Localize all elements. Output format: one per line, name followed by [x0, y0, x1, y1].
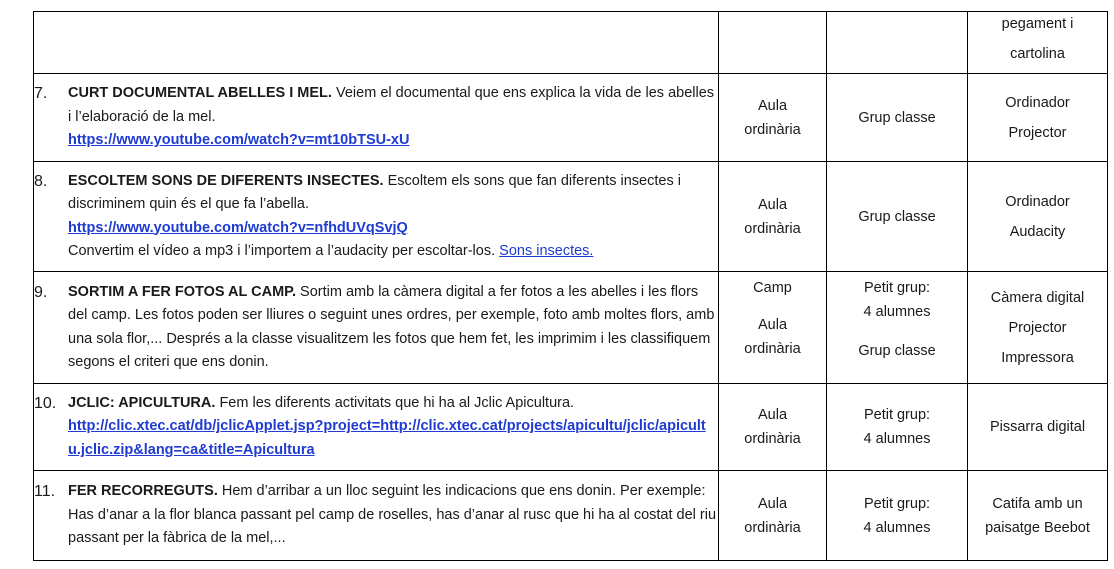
table-row	[34, 471, 1108, 561]
activity-title: CURT DOCUMENTAL ABELLES I MEL.	[68, 85, 332, 102]
materials-line: Catifa amb un	[992, 495, 1083, 512]
materials-cell	[968, 74, 1108, 162]
video-link[interactable]: https://www.youtube.com/watch?v=nfhdUVqSvjQ	[68, 219, 408, 236]
activities-table	[33, 11, 1108, 561]
table-row	[34, 384, 1108, 471]
grouping-cell	[827, 384, 968, 471]
grouping-line: Petit grup:	[863, 495, 931, 512]
activity-description	[34, 471, 719, 561]
activity-title: FER RECORREGUTS.	[68, 483, 218, 500]
activity-text: Veiem el documental que ens explica la vida de les abelles i l’elaboració de la mel.	[68, 85, 715, 125]
grouping-cell	[827, 272, 968, 384]
activity-title: SORTIM A FER FOTOS AL CAMP.	[68, 283, 296, 300]
materials-cell	[968, 12, 1108, 74]
space-cell	[719, 272, 827, 384]
space-cell	[719, 162, 827, 272]
activity-number: 7.	[34, 85, 48, 103]
materials-line: Impressora	[1001, 349, 1074, 366]
space-line: ordinària	[744, 220, 801, 237]
table-row	[34, 74, 1108, 162]
grouping-line: Petit grup:	[863, 407, 931, 423]
materials-line: paisatge Beebot	[985, 519, 1090, 536]
materials-cell	[968, 384, 1108, 471]
grouping-cell	[827, 74, 968, 162]
activity-text: Hem d’arribar a un lloc seguint les indicacions que ens donin. Per exemple: Has d’anar a la flor blanca passant pel camp de roselles, has d’anar al rusc que hi ha al costat del riu passant per la fàbrica de la mel,...	[68, 483, 717, 547]
materials-line: Pissarra digital	[989, 419, 1086, 435]
empty-cell	[827, 12, 968, 74]
table-row	[34, 272, 1108, 384]
grouping-line: 4 alumnes	[863, 304, 931, 320]
grouping-line: Petit grup:	[863, 280, 931, 296]
empty-cell	[34, 12, 719, 74]
materials-line: Ordinador	[1005, 94, 1070, 111]
video-link[interactable]: https://www.youtube.com/watch?v=mt10bTSU-xU	[68, 132, 410, 149]
grouping-line: Grup classe	[858, 208, 936, 225]
grouping-line: 4 alumnes	[863, 519, 931, 536]
space-cell	[719, 384, 827, 471]
activity-description	[34, 384, 719, 471]
space-line: ordinària	[744, 341, 801, 357]
materials-line: Audacity	[1009, 223, 1066, 240]
sounds-link[interactable]: Sons insectes.	[499, 243, 594, 259]
space-line: Aula	[757, 407, 788, 423]
materials-line: Projector	[1008, 124, 1067, 141]
activity-text: Sortim amb la càmera digital a fer fotos a les abelles i les flors del camp. Les fotos poden ser lliures o seguint unes ordres, per exemple, foto amb moltes flors, amb una sola flor,... Després a la classe visualitzem les fotos que hem fet, les imprimim i les classifiquem segons el criteri que ens donin.	[68, 283, 715, 370]
grouping-cell	[827, 162, 968, 272]
activity-title: JCLIC: APICULTURA.	[68, 394, 216, 411]
materials-cell	[968, 471, 1108, 561]
activity-title: ESCOLTEM SONS DE DIFERENTS INSECTES.	[68, 172, 384, 189]
space-line: Aula	[757, 317, 788, 333]
activity-number: 9.	[34, 283, 48, 301]
space-line: ordinària	[744, 121, 801, 138]
materials-cell	[968, 162, 1108, 272]
materials-line: pegament i	[1001, 16, 1074, 32]
activity-description	[34, 272, 719, 384]
space-cell	[719, 471, 827, 561]
materials-line: cartolina	[1010, 46, 1065, 62]
space-line: Camp	[753, 280, 792, 296]
grouping-line: Grup classe	[858, 343, 936, 359]
grouping-line: Grup classe	[858, 109, 936, 126]
space-line: Aula	[757, 97, 788, 114]
jclic-link[interactable]: http://clic.xtec.cat/db/jclicApplet.jsp?project=http://clic.xtec.cat/projects/apicultu/jclic/apicultu.jclic.zip&lang=ca&title=Apicultura	[68, 418, 706, 458]
empty-cell	[719, 12, 827, 74]
table-row	[34, 162, 1108, 272]
space-line: ordinària	[744, 519, 801, 536]
grouping-cell	[827, 471, 968, 561]
activity-number: 10.	[34, 394, 57, 412]
activity-description	[34, 162, 719, 272]
space-line: ordinària	[744, 431, 801, 447]
activity-extra-text: Convertim el vídeo a mp3 i l’importem a l’audacity per escoltar-los.	[68, 243, 496, 259]
activity-number: 8.	[34, 172, 48, 190]
activity-text: Escoltem els sons que fan diferents insectes i discriminem quin és el que fa l’abella.	[68, 172, 681, 212]
materials-cell	[968, 272, 1108, 384]
activity-number: 11.	[34, 483, 56, 501]
space-line: Aula	[757, 495, 788, 512]
materials-line: Càmera digital	[990, 289, 1085, 306]
materials-line: Ordinador	[1005, 193, 1070, 210]
space-cell	[719, 74, 827, 162]
grouping-line: 4 alumnes	[863, 431, 931, 447]
table-row	[34, 12, 1108, 74]
activity-description	[34, 74, 719, 162]
materials-line: Projector	[1008, 319, 1067, 336]
space-line: Aula	[757, 196, 788, 213]
activity-text: Fem les diferents activitats que hi ha al Jclic Apicultura.	[219, 394, 575, 411]
